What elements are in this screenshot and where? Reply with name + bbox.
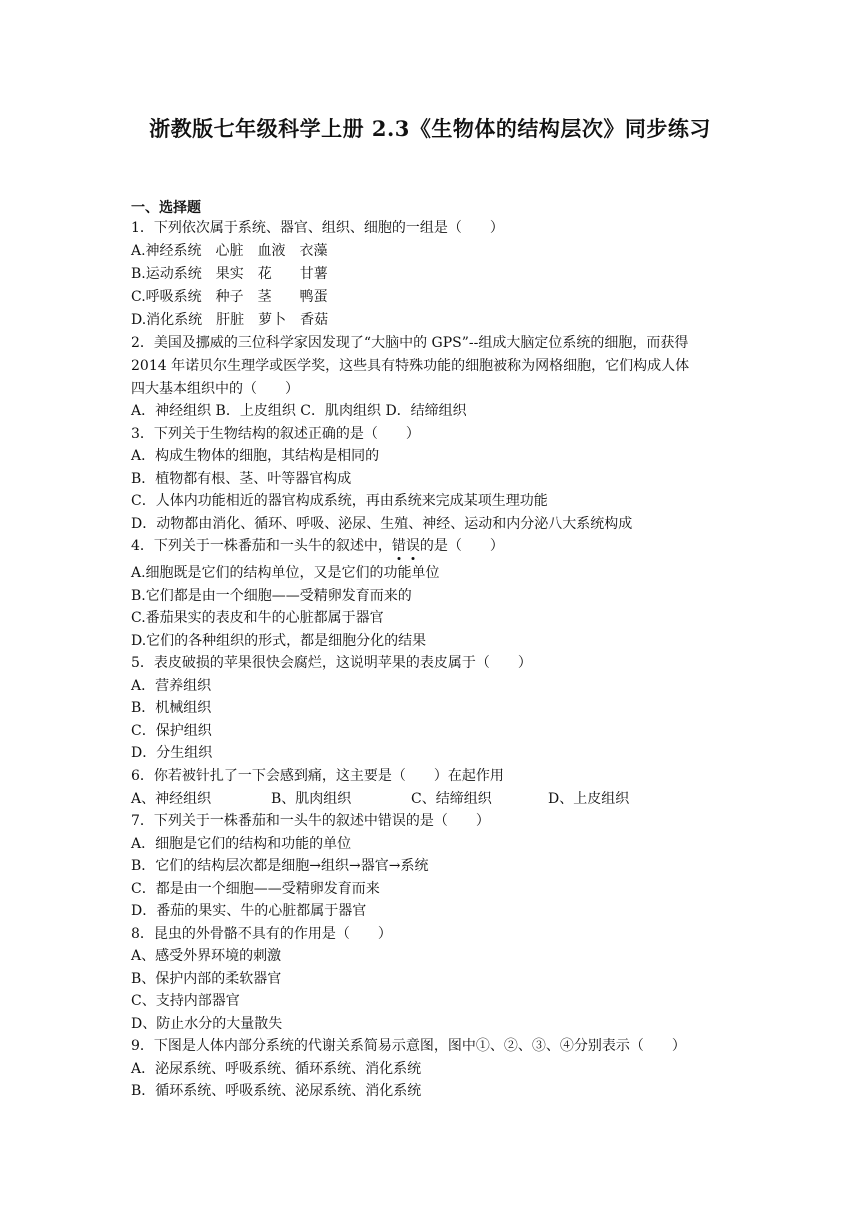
option-5b: B．机械组织 [131,700,212,716]
section-heading: 一、选择题 [131,200,201,216]
option-1c: C.呼吸系统 种子 茎 鸭蛋 [131,289,328,305]
option-9a: A．泌尿系统、呼吸系统、循环系统、消化系统 [131,1061,422,1077]
emphasis-char: 误 [405,538,420,554]
options-6 [131,790,629,808]
option-9b: B．循环系统、呼吸系统、泌尿系统、消化系统 [131,1083,422,1099]
option-8c: C、支持内部器官 [131,993,240,1009]
emphasis-char: 错 [391,538,406,554]
option-1b: B.运动系统 果实 花 甘薯 [131,266,328,282]
option-7b: B．它们的结构层次都是细胞→组织→器官→系统 [131,858,429,874]
question-5: 5．表皮破损的苹果很快会腐烂，这说明苹果的表皮属于（ ） [131,655,532,671]
question-9: 9．下图是人体内部分系统的代谢关系简易示意图，图中①、②、③、④分别表示（ ） [131,1038,686,1054]
question-2-line2: 2014 年诺贝尔生理学或医学奖，这些具有特殊功能的细胞被称为网格细胞，它们构成人体 [131,358,690,374]
page-title: 浙教版七年级科学上册 2.3《生物体的结构层次》同步练习 [149,116,711,141]
question-4-suffix: 的是（ ） [419,538,504,554]
question-2-line1: 2．美国及挪威的三位科学家因发现了“大脑中的 GPS”--组成大脑定位系统的细胞，而获得 [131,335,689,351]
option-4a: A.细胞既是它们的结构单位，又是它们的功能单位 [131,565,440,581]
option-6a: A、神经组织 [131,791,212,807]
options-2: A．神经组织 B．上皮组织 C．肌肉组织 D．结缔组织 [131,403,467,419]
question-6: 6．你若被针扎了一下会感到痛，这主要是（ ）在起作用 [131,768,504,784]
option-6b: B、肌肉组织 [271,791,352,807]
option-1d: D.消化系统 肝脏 萝卜 香菇 [131,312,329,328]
option-5a: A．营养组织 [131,678,212,694]
option-8d: D、防止水分的大量散失 [131,1016,283,1032]
option-1a: A.神经系统 心脏 血液 衣藻 [131,243,328,259]
option-7a: A．细胞是它们的结构和功能的单位 [131,836,352,852]
option-5d: D．分生组织 [131,745,213,761]
option-8a: A、感受外界环境的刺激 [131,948,282,964]
question-3: 3．下列关于生物结构的叙述正确的是（ ） [131,426,420,442]
option-6d: D、上皮组织 [548,791,630,807]
option-3a: A．构成生物体的细胞，其结构是相同的 [131,448,380,464]
question-4 [131,537,504,555]
option-3d: D．动物都由消化、循环、呼吸、泌尿、生殖、神经、运动和内分泌八大系统构成 [131,516,633,532]
option-6c: C、结缔组织 [411,791,492,807]
question-4-prefix: 4．下列关于一株番茄和一头牛的叙述中， [131,538,392,554]
question-2-line3: 四大基本组织中的（ ） [131,381,299,397]
option-5c: C．保护组织 [131,723,212,739]
option-4c: C.番茄果实的表皮和牛的心脏都属于器官 [131,610,384,626]
option-8b: B、保护内部的柔软器官 [131,971,282,987]
option-4d: D.它们的各种组织的形式，都是细胞分化的结果 [131,633,427,649]
question-7: 7．下列关于一株番茄和一头牛的叙述中错误的是（ ） [131,813,490,829]
question-1: 1．下列依次属于系统、器官、组织、细胞的一组是（ ） [131,220,504,236]
option-3b: B．植物都有根、茎、叶等器官构成 [131,471,352,487]
option-4b: B.它们都是由一个细胞——受精卵发育而来的 [131,588,412,604]
option-7c: C．都是由一个细胞——受精卵发育而来 [131,881,380,897]
option-3c: C．人体内功能相近的器官构成系统，再由系统来完成某项生理功能 [131,493,548,509]
question-8: 8．昆虫的外骨骼不具有的作用是（ ） [131,926,392,942]
option-7d: D．番茄的果实、牛的心脏都属于器官 [131,903,367,919]
